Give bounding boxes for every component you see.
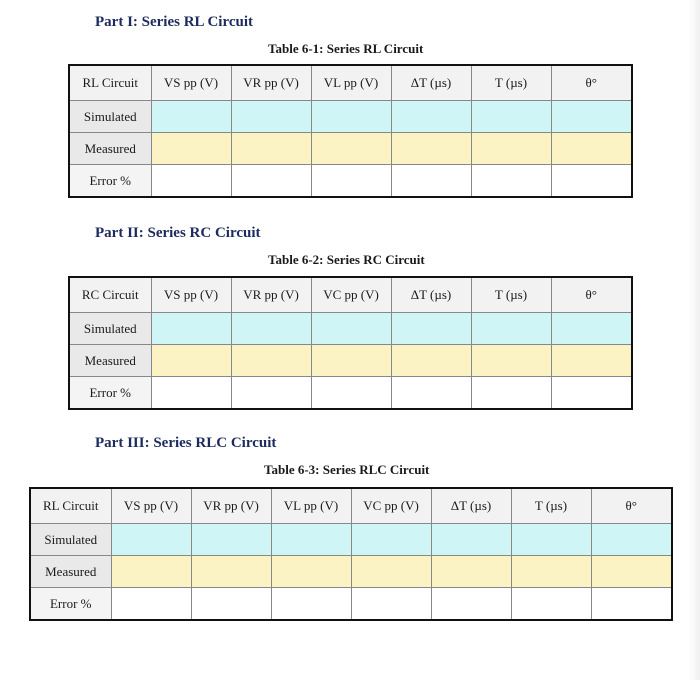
simulated-row [69,313,632,345]
table-cell[interactable] [471,133,551,165]
row-label: Measured [69,345,151,377]
col-header: VR pp (V) [231,65,311,101]
row-label: Error % [69,377,151,410]
table-cell[interactable] [471,165,551,198]
table-cell[interactable] [191,524,271,556]
table-cell[interactable] [311,165,391,198]
table-cell[interactable] [351,524,431,556]
simulated-row [69,101,632,133]
table-cell[interactable] [471,101,551,133]
col-header: T (µs) [471,65,551,101]
measured-row [69,345,632,377]
part-3-title: Part III: Series RLC Circuit [95,435,277,451]
table-cell[interactable] [311,101,391,133]
col-header: VC pp (V) [311,277,391,313]
table-cell[interactable] [231,345,311,377]
table-cell[interactable] [151,101,231,133]
table-cell[interactable] [391,133,471,165]
table-cell[interactable] [111,524,191,556]
col-header: θ° [551,277,632,313]
table-cell[interactable] [151,133,231,165]
row-label: Error % [69,165,151,198]
table-cell[interactable] [151,377,231,410]
col-header: VS pp (V) [151,277,231,313]
table-cell[interactable] [471,345,551,377]
col-header: VL pp (V) [271,488,351,524]
table-6-1 [68,64,633,198]
col-header: ΔT (µs) [391,277,471,313]
table-cell[interactable] [271,556,351,588]
error-row [30,588,672,621]
table-cell[interactable] [231,377,311,410]
table-6-1-caption: Table 6-1: Series RL Circuit [268,41,424,56]
col-header: ΔT (µs) [431,488,511,524]
col-header: VR pp (V) [191,488,271,524]
col-header: RL Circuit [69,65,151,101]
table-header-row [69,277,632,313]
table-cell[interactable] [111,588,191,621]
table-cell[interactable] [471,313,551,345]
table-cell[interactable] [151,313,231,345]
table-cell[interactable] [431,556,511,588]
page-edge-shadow [688,0,700,680]
table-cell[interactable] [231,101,311,133]
col-header: VR pp (V) [231,277,311,313]
table-6-3 [29,487,673,621]
table-cell[interactable] [311,345,391,377]
measured-row [30,556,672,588]
table-cell[interactable] [191,588,271,621]
table-6-2 [68,276,633,410]
table-cell[interactable] [471,377,551,410]
table-6-2-caption: Table 6-2: Series RC Circuit [268,252,425,267]
row-label: Simulated [69,313,151,345]
error-row [69,165,632,198]
row-label: Measured [30,556,111,588]
table-cell[interactable] [511,588,591,621]
table-cell[interactable] [511,524,591,556]
table-header-row [69,65,632,101]
table-cell[interactable] [231,133,311,165]
table-cell[interactable] [551,101,632,133]
table-header-row [30,488,672,524]
table-cell[interactable] [591,556,672,588]
part-2-title: Part II: Series RC Circuit [95,225,261,241]
table-cell[interactable] [391,313,471,345]
table-cell[interactable] [391,345,471,377]
table-cell[interactable] [151,165,231,198]
col-header: RC Circuit [69,277,151,313]
table-cell[interactable] [551,133,632,165]
table-cell[interactable] [591,588,672,621]
row-label: Measured [69,133,151,165]
row-label: Simulated [30,524,111,556]
table-cell[interactable] [391,101,471,133]
table-cell[interactable] [111,556,191,588]
table-cell[interactable] [191,556,271,588]
col-header: ΔT (µs) [391,65,471,101]
table-cell[interactable] [311,313,391,345]
col-header: VL pp (V) [311,65,391,101]
table-cell[interactable] [551,313,632,345]
col-header: θ° [591,488,672,524]
table-cell[interactable] [391,165,471,198]
col-header: T (µs) [471,277,551,313]
error-row [69,377,632,410]
simulated-row [30,524,672,556]
table-6-3-caption: Table 6-3: Series RLC Circuit [264,462,430,477]
table-cell[interactable] [351,588,431,621]
table-cell[interactable] [391,377,471,410]
table-cell[interactable] [551,165,632,198]
table-cell[interactable] [231,165,311,198]
col-header: RL Circuit [30,488,111,524]
table-cell[interactable] [231,313,311,345]
table-cell[interactable] [271,524,351,556]
row-label: Error % [30,588,111,621]
table-cell[interactable] [551,345,632,377]
measured-row [69,133,632,165]
col-header: T (µs) [511,488,591,524]
table-cell[interactable] [351,556,431,588]
table-cell[interactable] [431,524,511,556]
table-cell[interactable] [151,345,231,377]
table-cell[interactable] [271,588,351,621]
table-cell[interactable] [311,377,391,410]
table-cell[interactable] [511,556,591,588]
table-cell[interactable] [551,377,632,410]
table-cell[interactable] [311,133,391,165]
row-label: Simulated [69,101,151,133]
col-header: VS pp (V) [111,488,191,524]
col-header: θ° [551,65,632,101]
col-header: VC pp (V) [351,488,431,524]
col-header: VS pp (V) [151,65,231,101]
table-cell[interactable] [591,524,672,556]
table-cell[interactable] [431,588,511,621]
part-1-title: Part I: Series RL Circuit [95,14,254,30]
